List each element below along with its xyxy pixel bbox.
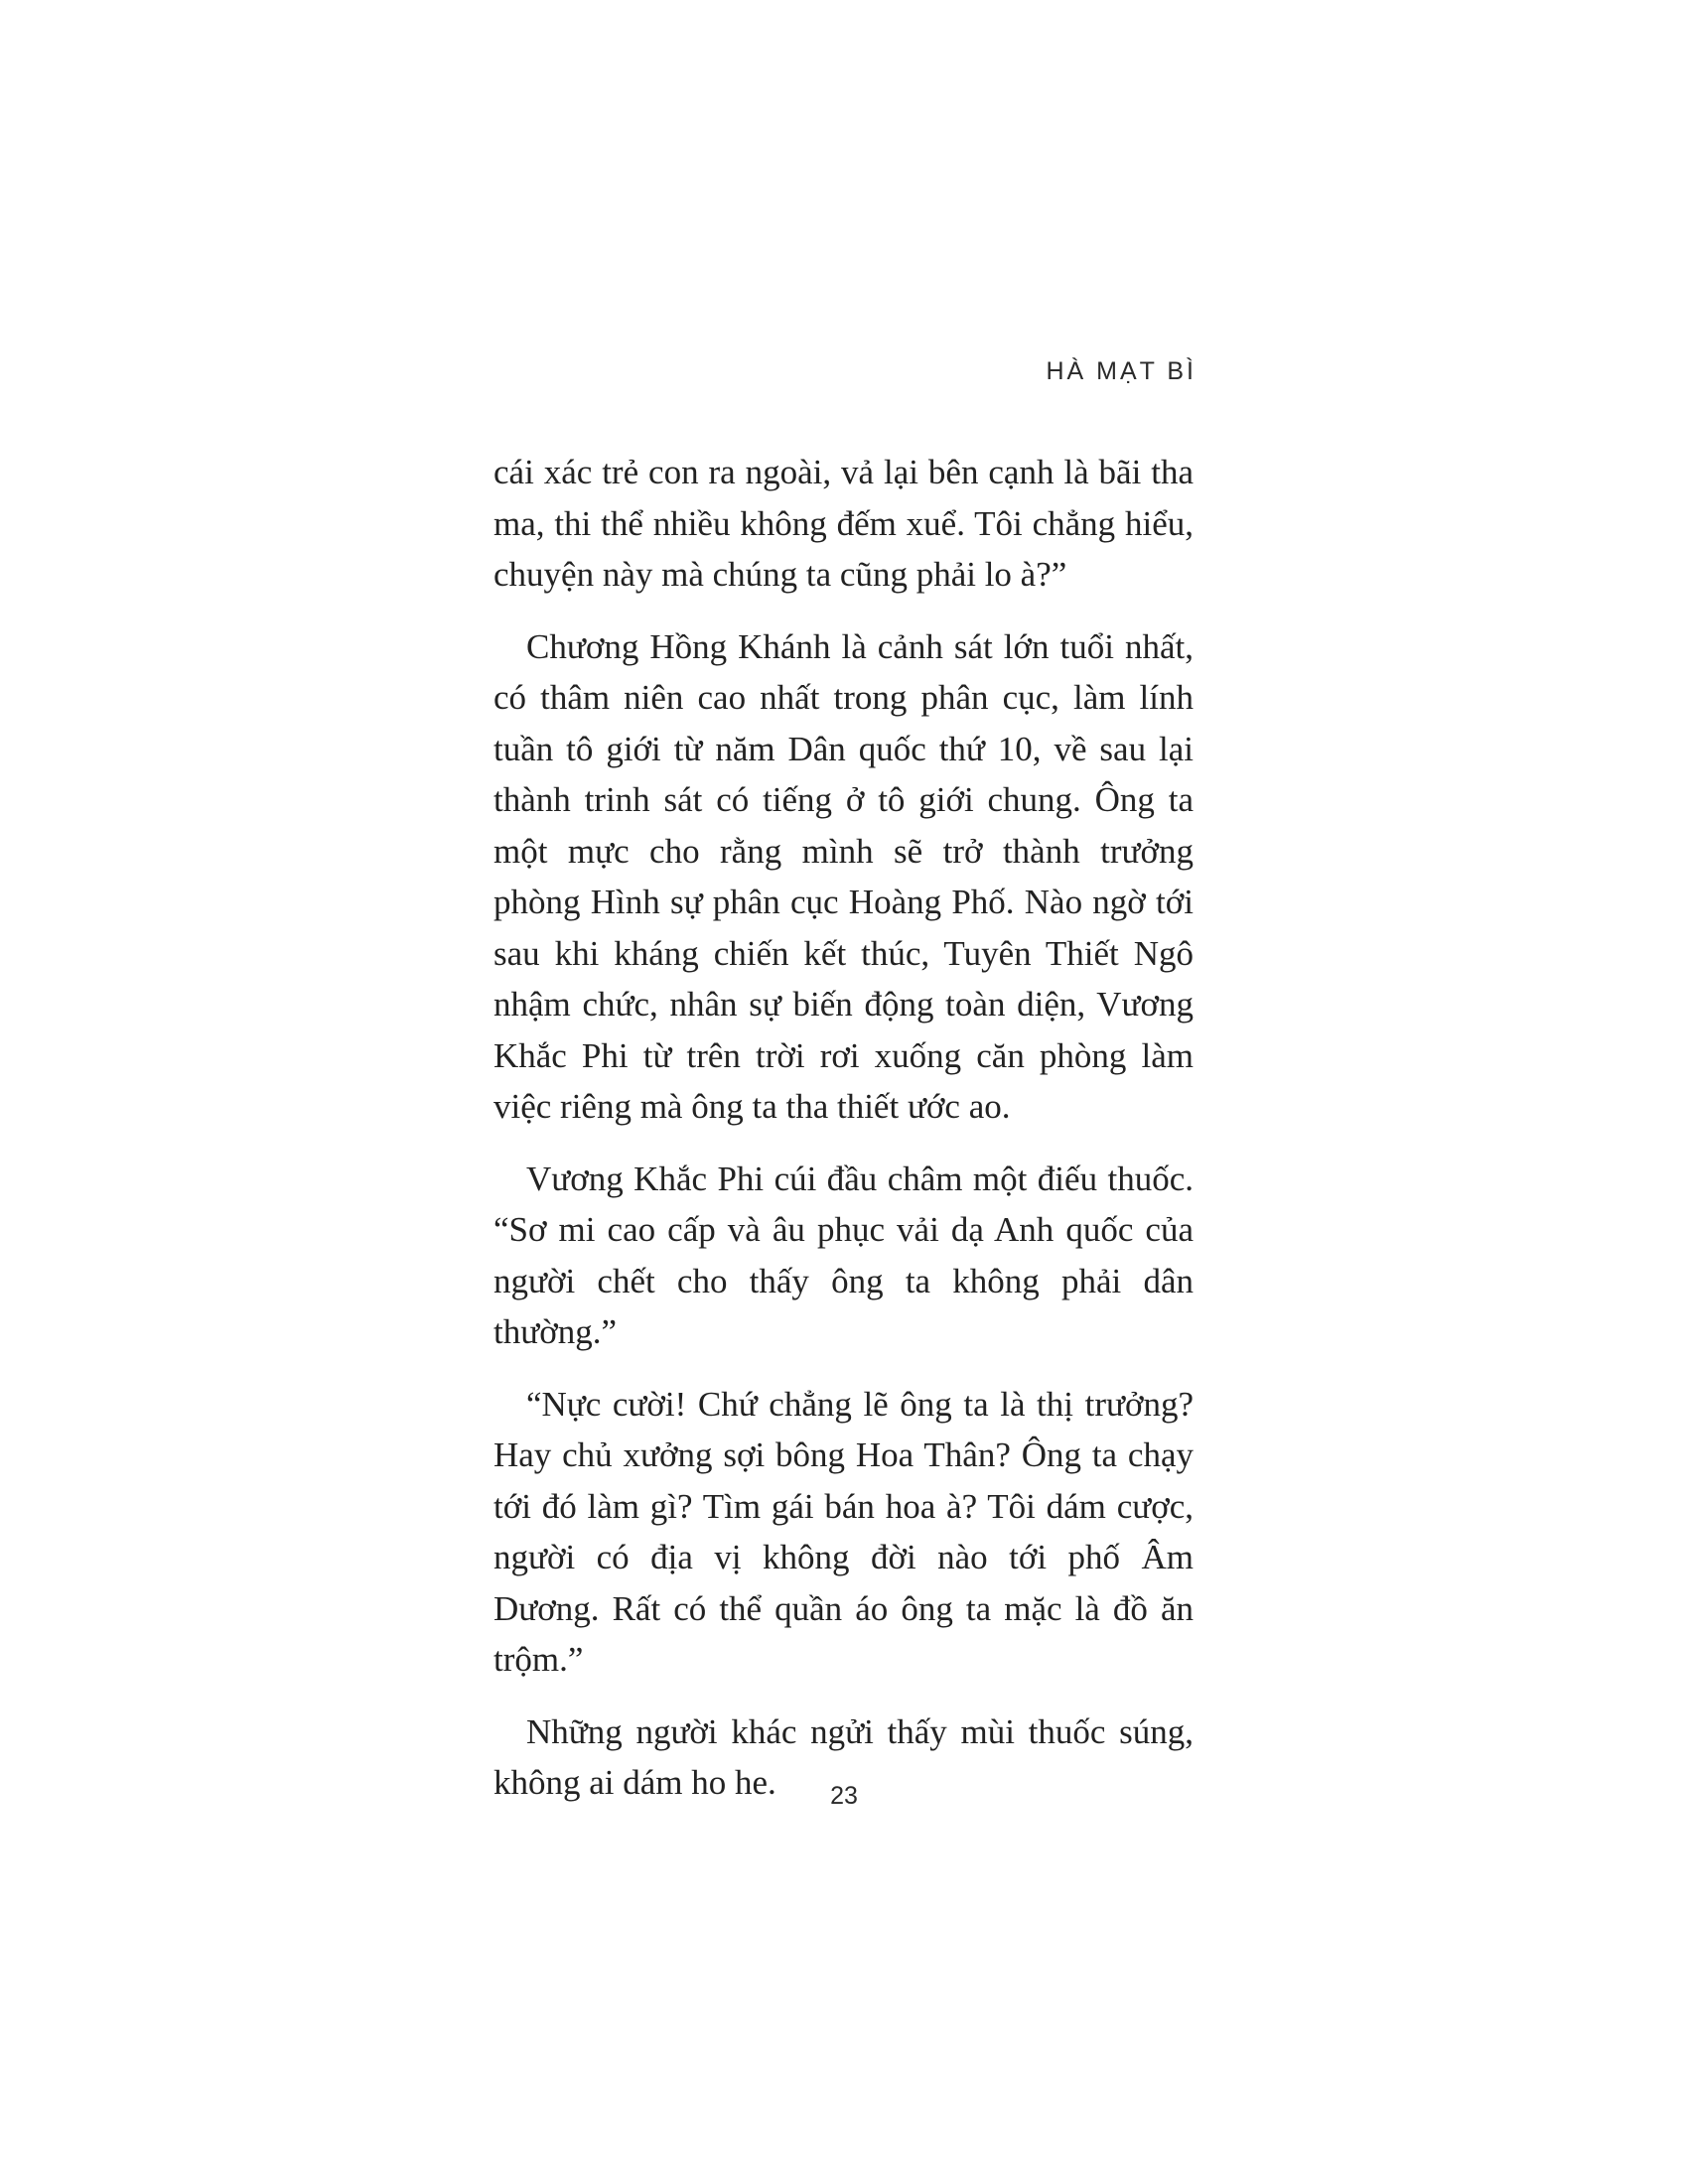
paragraph-5: Những người khác ngửi thấy mùi thuốc súng, không ai dám ho he. — [493, 1711, 1194, 1802]
body-text — [493, 447, 1194, 1830]
paragraph-4: “Nực cười! Chứ chẳng lẽ ông ta là thị trưởng? Hay chủ xưởng sợi bông Hoa Thân? Ông ta chạy tới đó làm gì? Tìm gái bán hoa à? Tôi dám cược, người có địa vị không đời nào tới phố Âm Dương. Rất có thể quần áo ông ta mặc là đồ ăn trộm.” — [493, 1384, 1194, 1679]
page-number: 23 — [830, 1782, 858, 1810]
page-number-container — [0, 1782, 1688, 1811]
running-header-title: HÀ MẠT BÌ — [1046, 357, 1196, 385]
paragraph-1: cái xác trẻ con ra ngoài, vả lại bên cạnh là bãi tha ma, thi thể nhiều không đếm xuể. Tôi chẳng hiểu, chuyện này mà chúng ta cũng phải lo à?” — [493, 453, 1194, 594]
paragraph-2: Chương Hồng Khánh là cảnh sát lớn tuổi nhất, có thâm niên cao nhất trong phân cục, làm lính tuần tô giới từ năm Dân quốc thứ 10, về sau lại thành trinh sát có tiếng ở tô giới chung. Ông ta một mực cho rằng mình sẽ trở thành trưởng phòng Hình sự phân cục Hoàng Phố. Nào ngờ tới sau khi kháng chiến kết thúc, Tuyên Thiết Ngô nhậm chức, nhân sự biến động toàn diện, Vương Khắc Phi từ trên trời rơi xuống căn phòng làm việc riêng mà ông ta tha thiết ước ao. — [493, 626, 1194, 1126]
paragraph-3: Vương Khắc Phi cúi đầu châm một điếu thuốc. “Sơ mi cao cấp và âu phục vải dạ Anh quốc của người chết cho thấy ông ta không phải dân thường.” — [493, 1159, 1194, 1351]
